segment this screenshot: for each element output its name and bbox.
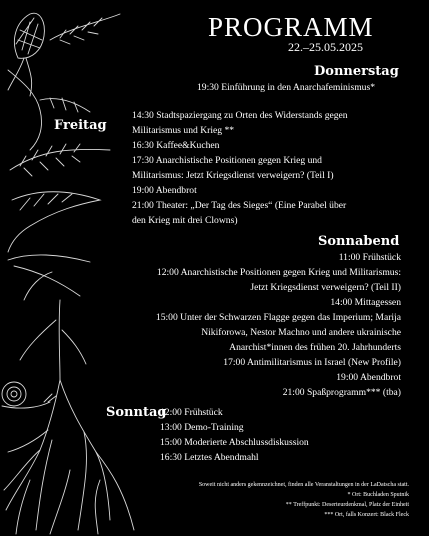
schedule-line: 16:30 Kaffee&Kuchen [132,140,220,151]
schedule-line: 12:00 Anarchistische Positionen gegen Krieg und Militarismus: [156,267,401,278]
schedule-line: 13:00 Demo-Training [160,422,244,433]
program-title: PROGRAMM [208,12,374,42]
schedule-line: 17:30 Anarchistische Positionen gegen Krieg und [132,155,322,166]
schedule-line: 11:00 Frühstück [338,252,401,263]
schedule-line: 16:30 Letztes Abendmahl [160,452,259,463]
event-dates: 22.–25.05.2025 [288,40,363,54]
thistle-flower [14,13,44,58]
feather-leaf [50,14,120,44]
schedule-line: 19:00 Abendbrot [336,372,401,383]
schedule-line: Militarismus und Krieg ** [132,125,235,136]
schedule-line: Militarismus: Jetzt Kriegsdienst verweigern? (Teil I) [132,170,334,181]
schedule-line: 15:00 Unter der Schwarzen Flagge gegen das Imperium; Marija [155,312,401,323]
schedule-line: 21:00 Spaßprogramm*** (tba) [282,387,401,398]
snail-shell [2,382,26,406]
schedule-line: 14:30 Stadtspaziergang zu Orten des Widerstands gegen [132,110,348,121]
schedule-line: Jetzt Kriegsdienst verweigern? (Teil II) [250,282,401,293]
schedule-line: Anarchist*innen des frühen 20. Jahrhunderts [229,342,401,353]
day-heading-sonnabend: Sonnabend [318,234,400,249]
feather-plume [10,144,110,176]
footnote: ** Treffpunkt: Deserteurdenkmal, Platz der Einheit [285,502,409,508]
schedule-line: 12:00 Frühstück [160,407,223,418]
day-heading-freitag: Freitag [54,118,107,133]
schedule-line: 19:00 Abendbrot [132,185,197,196]
day-heading-donnerstag: Donnerstag [314,64,399,79]
footnote: * Ort: Buchladen Sputnik [347,492,409,498]
day-heading-sonntag: Sonntag [106,405,167,420]
schedule-line: 14:00 Mittagessen [330,297,401,308]
schedule-line: Nikiforowa, Nestor Machno und andere ukrainische [201,327,401,338]
footnote: Soweit nicht anders gekennzeichnet, finden alle Veranstaltungen in der LaDatscha statt. [198,482,409,488]
schedule-line: 17:00 Antimilitarismus in Israel (New Profile) [223,357,401,368]
schedule-line: den Krieg mit drei Clowns) [132,215,238,226]
schedule-line: 19:30 Einführung in den Anarchafeminismus* [197,82,375,93]
schedule-line: 15:00 Moderierte Abschlussdiskussion [160,437,309,448]
footnote: *** Ort, falls Konzert: Black Fleck [324,512,409,518]
schedule-line: 21:00 Theater: „Der Tag des Sieges“ (Eine Parabel über [132,200,347,211]
